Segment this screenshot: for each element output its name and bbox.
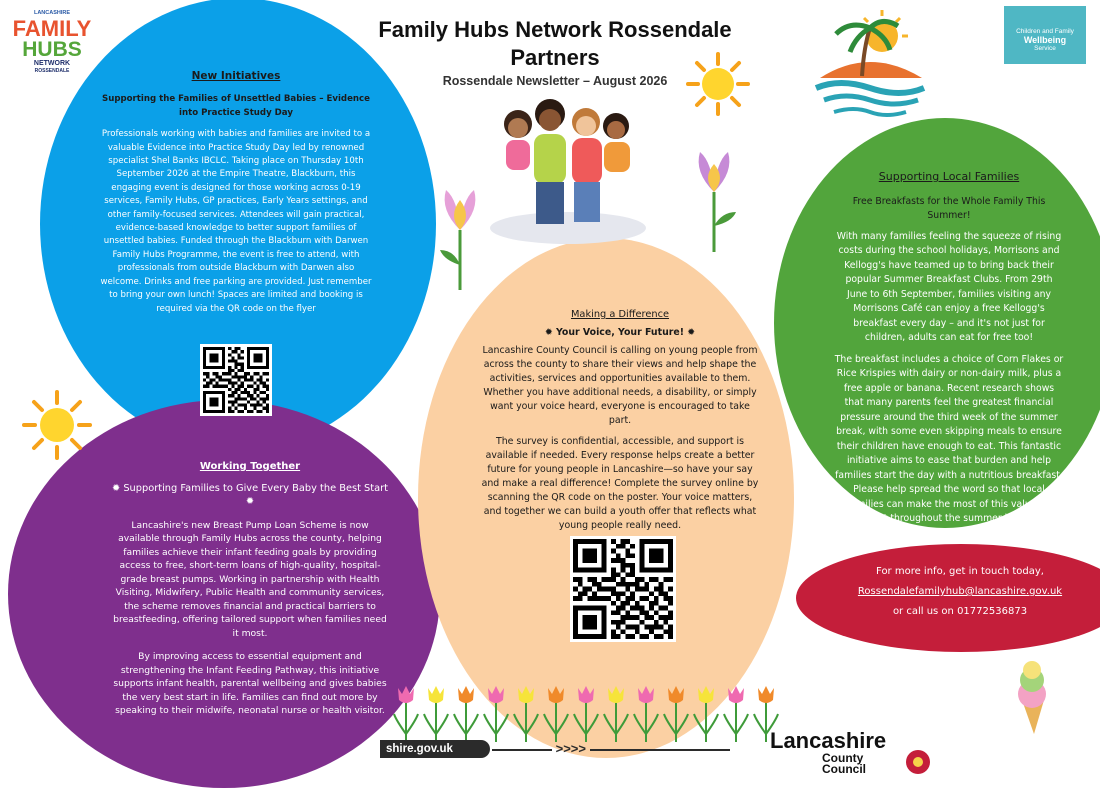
contact-line1: For more info, get in touch today,: [876, 566, 1044, 577]
making-difference-para2: The survey is confidential, accessible, and support is available if needed. Every response helps create a better future for young people in Lancashire—so have your say and make a real difference! Complete the survey online by scanning the QR code on the poster. Your voice matters, and together we can build a youth offer that reflects what young people really need.: [481, 436, 759, 531]
svg-text:NETWORK: NETWORK: [33, 60, 71, 67]
wellbeing-service-logo: Children and Family Wellbeing Service: [1004, 6, 1086, 64]
svg-text:FAMILY: FAMILY: [12, 16, 92, 41]
tulip: [664, 686, 688, 742]
sun-icon: [686, 52, 750, 116]
contact-phone: or call us on 01772536873: [892, 606, 1028, 617]
new-initiatives-heading: New Initiatives: [191, 70, 281, 82]
working-together-subheading: ✹ Supporting Families to Give Every Baby the Best Start ✹: [112, 482, 388, 507]
lancashire-county-council-logo: Lancashire County Council: [770, 730, 950, 776]
svg-text:ROSSENDALE: ROSSENDALE: [34, 68, 70, 74]
ice-cream-icon: [1004, 660, 1060, 736]
making-difference-section: [480, 308, 760, 540]
flower-illustration: [682, 142, 746, 252]
footer-arrows: >>>>: [492, 740, 782, 758]
tulip: [544, 686, 568, 742]
supporting-families-subheading: Free Breakfasts for the Whole Family This Summer!: [852, 195, 1046, 221]
working-together-section: [110, 460, 390, 725]
family-hubs-logo: [4, 6, 104, 74]
making-difference-para1: Lancashire County Council is calling on young people from across the county to share their views and help shape the activities, services and opportunities available to them. Whether you have additional needs, a disability, or simply want your voice heard, everyone is encouraged to take part.: [482, 345, 758, 426]
tulip: [484, 686, 508, 742]
making-difference-subheading: ✹ Your Voice, Your Future! ✹: [544, 327, 696, 338]
svg-text:HUBS: HUBS: [22, 38, 82, 61]
qr-code[interactable]: [200, 344, 272, 416]
contact-email-link[interactable]: Rossendalefamilyhub@lancashire.gov.uk: [857, 586, 1063, 597]
working-together-para1: Lancashire's new Breast Pump Loan Scheme is now available through Family Hubs across the county, helping families achieve their infant feeding goals by providing access to free, short-term loans of high-quality, hospital-grade breast pumps. Working in partnership with Health Visiting, Midwifery, Public Health and community services, the scheme removes financial and practical barriers to breastfeeding, offering tailored support when families need it most.: [113, 519, 387, 639]
newsletter-subtitle: Rossendale Newsletter – August 2026: [442, 74, 668, 88]
supporting-families-heading: Supporting Local Families: [878, 170, 1020, 183]
supporting-families-section: [834, 170, 1064, 534]
footer-website[interactable]: shire.gov.uk: [380, 740, 490, 758]
new-initiatives-section: [96, 70, 376, 316]
supporting-families-para1: With many families feeling the squeeze of rising costs during the school holidays, Morrisons and Kellogg's have teamed up to bring back their popular Summer Breakfast Clubs. From 29th June to 6th September, families visiting any Morrisons Café can enjoy a free Kellogg's breakfast every day – and it's not just for children, adults can eat for free too!: [836, 230, 1062, 343]
flower-illustration: [430, 170, 490, 290]
contact-section: [830, 562, 1090, 622]
page-title: Family Hubs Network Rossendale Partners: [378, 17, 732, 70]
tulip: [454, 686, 478, 742]
new-initiatives-subheading: Supporting the Families of Unsettled Babies – Evidence into Practice Study Day: [102, 94, 370, 118]
tulip: [634, 686, 658, 742]
working-together-para2: By improving access to essential equipment and strengthening the Infant Feeding Pathway, this initiative supports infant health, parental wellbeing and gives babies the very best start in life. Families can find out more by speaking to their midwife, neonatal nurse or health visitor.: [113, 651, 387, 716]
svg-text:LANCASHIRE: LANCASHIRE: [33, 10, 71, 16]
sun-icon: [22, 390, 92, 460]
supporting-families-para2: The breakfast includes a choice of Corn Flakes or Rice Krispies with dairy or non-dairy milk, plus a free apple or banana. Recent research shows that many parents feel the greatest financial pressure around the third week of the summer break, with some even skipping meals to ensure their children have enough to eat. This fantastic initiative aims to ease that burden and help families start the day with a nutritious breakfast. Please help spread the word so that local families can make the most of this valuable support throughout the summer holidays.: [834, 353, 1064, 524]
tulip: [604, 686, 628, 742]
tulip: [574, 686, 598, 742]
working-together-heading: Working Together: [199, 461, 301, 472]
tulip: [694, 686, 718, 742]
making-difference-heading: Making a Difference: [570, 309, 670, 320]
qr-code[interactable]: [570, 536, 676, 642]
island-sun-illustration: [810, 6, 930, 124]
family-illustration: [488, 96, 648, 246]
tulip: [424, 686, 448, 742]
tulip-row-illustration: [392, 684, 784, 744]
tulip: [514, 686, 538, 742]
tulip: [724, 686, 748, 742]
new-initiatives-body: Professionals working with babies and families are invited to a valuable Evidence into Practice Study Day led by renowned specialist Shel Banks IBCLC. Taking place on Thursday 10th September 2026 at the Empire Theatre, Blackburn, this engaging event is designed for those working across 0-19 services, Family Hubs, GP practices, Early Years settings, and other family-focused services. Attendees will gain practical, evidence-based knowledge to better support families of unsettled babies. Funded through the Blackburn with Darwen Family Hubs Programme, the event is free to attend, with professionals from outside Blackburn with Darwen also welcome. Drinks and free parking are provided. Just remember to bring your own lunch! Spaces are limited and booking is required via the QR code on the flyer: [100, 129, 372, 314]
tulip: [394, 686, 418, 742]
